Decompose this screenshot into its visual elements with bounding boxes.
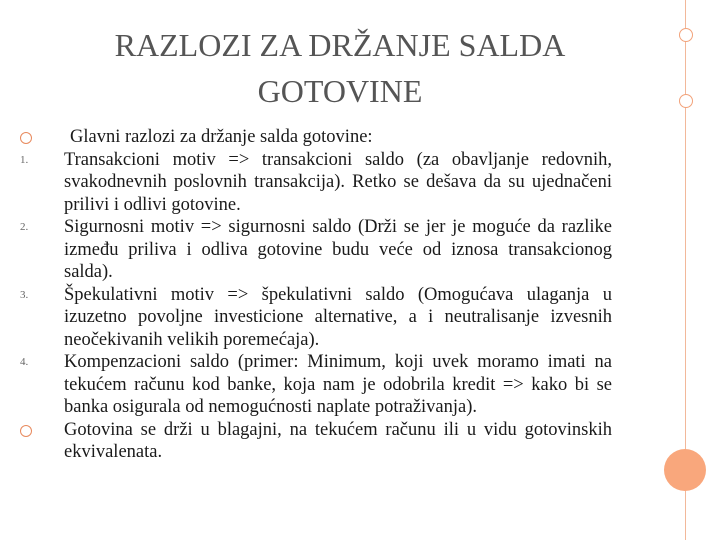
list-item (20, 149, 612, 217)
list-item-number: 4. (20, 356, 29, 368)
slide-title (40, 22, 640, 114)
decorative-dot-icon (679, 28, 693, 42)
decorative-circle-icon (664, 449, 706, 491)
list-item-number: 2. (20, 221, 29, 233)
list-item-text: Gotovina se drži u blagajni, na tekućem računu ili u vidu gotovinskih ekvivalenata. (64, 419, 612, 462)
list-item (20, 216, 612, 284)
list-item-text: Transakcioni motiv => transakcioni saldo (za obavljanje redovnih, svakodnevnih poslovnih transakcija). Retko se dešava da su ujednačeni prilivi i odlivi gotovine. (64, 149, 612, 215)
decorative-dot-icon (679, 94, 693, 108)
list-item (20, 126, 612, 149)
title-line-2: GOTOVINE (257, 73, 423, 109)
slide-content (20, 126, 612, 464)
list-item (20, 419, 612, 464)
list-item (20, 284, 612, 352)
circle-bullet-icon (20, 132, 32, 144)
list-item-text: Sigurnosni motiv => sigurnosni saldo (Drži se jer je moguće da razlike između priliva i odliva gotovine budu veće od iznosa transakcionog salda). (64, 217, 612, 282)
list-item-text: Glavni razlozi za držanje salda gotovine: (70, 127, 373, 147)
circle-bullet-icon (20, 425, 32, 437)
list-item-text: Špekulativni motiv => špekulativni saldo (Omogućava ulaganja u izuzetno povoljne investicione alternative, a i neutralisanje izvesnih neočekivanih velikih poremećaja). (64, 284, 612, 350)
list-item-text: Kompenzacioni saldo (primer: Minimum, koji uvek moramo imati na tekućem računu kod banke, koja nam je odobrila kredit => kako bi se banka osigurala od nemogućnosti naplate potraživanja). (64, 352, 612, 417)
list-item-number: 1. (20, 153, 29, 166)
title-line-1: RAZLOZI ZA DRŽANJE SALDA (114, 27, 566, 63)
list-item (20, 351, 612, 419)
list-item-number: 3. (20, 288, 29, 301)
